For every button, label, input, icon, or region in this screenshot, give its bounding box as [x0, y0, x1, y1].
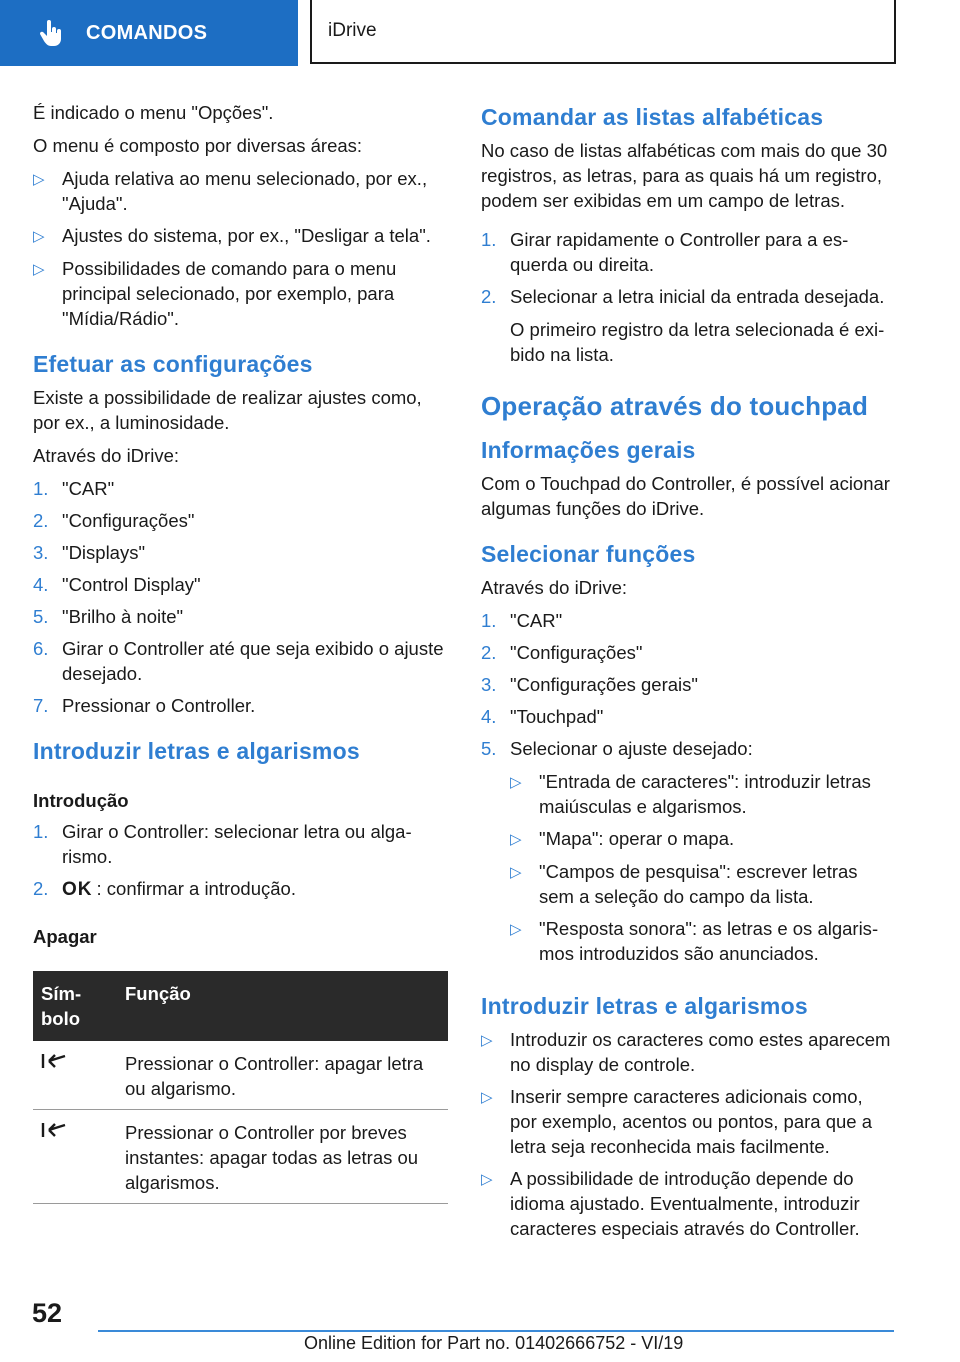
heading-intro: Introdução: [33, 790, 129, 811]
paragraph-areas: O menu é composto por diversas áreas:: [33, 135, 363, 156]
list-item: 1. "CAR": [33, 478, 115, 499]
chapter-title: iDrive: [328, 20, 377, 41]
heading-touchpad: Operação através do touchpad: [481, 391, 869, 421]
list-item: 6. Girar o Controller até que seja exibido o ajuste desejado.: [33, 638, 444, 684]
triangle-bullet-icon: ▷: [481, 1032, 493, 1049]
list-item: 4. "Touchpad": [481, 706, 604, 727]
list-item: 2. "Configurações": [481, 642, 643, 663]
triangle-bullet-icon: ▷: [510, 774, 522, 791]
column-header-symbol: Símbolo: [33, 971, 117, 1041]
triangle-bullet-icon: ▷: [510, 864, 522, 881]
list-item: 2. OK : confirmar a introdução.: [33, 878, 296, 900]
triangle-bullet-icon: ▷: [33, 228, 45, 245]
list-item: ▷ Possibilidades de comando para o menu principal selecionado, por exemplo, para "Mídia/Rádio".: [33, 258, 397, 329]
heading-letters-right: Introduzir letras e algarismos: [481, 993, 808, 1019]
list-item: 3. "Displays": [33, 542, 146, 563]
heading-letters: Introduzir letras e algarismos: [33, 738, 360, 764]
list-item: ▷ Inserir sempre caracteres adicionais como, por exemplo, acentos ou pontos, para que a letra seja reconhecida mais facilmente.: [481, 1086, 873, 1157]
chapter-tab: [310, 0, 896, 64]
areas-list: [33, 166, 448, 331]
paragraph-general: Com o Touchpad do Controller, é possível acionar algumas funções do iDrive.: [481, 473, 890, 519]
paragraph-via: Através do iDrive:: [33, 445, 179, 466]
ok-icon: OK: [62, 879, 93, 900]
list-item: ▷ Ajustes do sistema, por ex., "Desligar a tela".: [33, 223, 448, 249]
list-item: 5. Selecionar o ajuste desejado: ▷ "Entrada de caracteres": introduzir letras maiúsculas e algarismos. ▷ "Mapa": operar o mapa. ▷ "Campos de pesquisa": escrever letras sem a seleção do campo da lista. ▷ "Resposta sonora": as letras e os algarismos introduzidos são anunciados.: [481, 736, 894, 973]
triangle-bullet-icon: ▷: [510, 831, 522, 848]
list-item: 2. "Configurações": [33, 510, 195, 531]
table-row: Pressionar o Controller: apagar letra ou algarismo.: [33, 1041, 448, 1110]
heading-general: Informações gerais: [481, 437, 696, 463]
paragraph-via-right: Através do iDrive:: [481, 577, 627, 598]
footer-divider: [98, 1330, 894, 1332]
triangle-bullet-icon: ▷: [481, 1089, 493, 1106]
left-column: [33, 100, 448, 1204]
list-item: ▷ "Resposta sonora": as letras e os algarismos introduzidos são anunciados.: [510, 918, 879, 964]
select-steps: [481, 608, 894, 973]
letter-tips: [481, 1027, 894, 1241]
heading-lists: Comandar as listas alfabéticas: [481, 104, 824, 130]
symbol-table: [33, 971, 448, 1204]
list-item: 3. "Configurações gerais": [481, 674, 698, 695]
triangle-bullet-icon: ▷: [481, 1171, 493, 1188]
hand-pointer-icon: [36, 18, 66, 48]
list-item: ▷ A possibilidade de introdução depende do idioma ajustado. Eventualmente, introduzir caracteres especiais através do Controller.: [481, 1168, 860, 1239]
triangle-bullet-icon: ▷: [33, 171, 45, 188]
column-header-function: Função: [117, 971, 448, 1041]
section-tab: [0, 0, 298, 66]
list-item: ▷ Ajuda relativa ao menu selecionado, por ex., "Ajuda".: [33, 168, 428, 214]
heading-config: Efetuar as configurações: [33, 351, 313, 377]
list-item: 1. Girar rapidamente o Controller para a esquerda ou direita.: [481, 229, 849, 275]
heading-select: Selecionar funções: [481, 541, 696, 567]
page-number: 52: [32, 1298, 63, 1328]
heading-delete: Apagar: [33, 926, 97, 947]
list-item: 5. "Brilho à noite": [33, 606, 184, 627]
right-column: [481, 100, 894, 1249]
list-item: ▷ "Mapa": operar o mapa.: [510, 826, 894, 852]
config-steps: [33, 476, 448, 718]
list-item: 7. Pressionar o Controller.: [33, 695, 256, 716]
list-item: 4. "Control Display": [33, 574, 201, 595]
table-row: Pressionar o Controller por breves instantes: apagar todas as letras ou algarismos.: [33, 1110, 448, 1204]
paragraph-options: É indicado o menu "Opções".: [33, 102, 274, 123]
paragraph-lists: No caso de listas alfabéticas com mais do que 30 registros, as letras, para as quais há um registro, podem ser exibidas em um campo de letras.: [481, 140, 888, 211]
triangle-bullet-icon: ▷: [510, 921, 522, 938]
triangle-bullet-icon: ▷: [33, 261, 45, 278]
edition-note: Online Edition for Part no. 01402666752 - VI/19: [304, 1333, 684, 1353]
list-item: 1. "CAR": [481, 610, 563, 631]
list-item: ▷ "Entrada de caracteres": introduzir letras maiúsculas e algarismos.: [510, 771, 871, 817]
select-options: [510, 769, 894, 966]
list-steps: [481, 227, 894, 367]
section-title: COMANDOS: [86, 21, 208, 44]
paragraph-config: Existe a possibilidade de realizar ajustes como, por ex., a luminosidade.: [33, 387, 422, 433]
list-item: 1. Girar o Controller: selecionar letra ou algarismo.: [33, 821, 412, 867]
delete-back-arrow-icon: [41, 1053, 67, 1074]
list-item: 2. Selecionar a letra inicial da entrada desejada. O primeiro registro da letra selecionada é exibido na lista.: [481, 286, 885, 365]
list-item: ▷ "Campos de pesquisa": escrever letras sem a seleção do campo da lista.: [510, 861, 858, 907]
list-item: ▷ Introduzir os caracteres como estes aparecem no display de controle.: [481, 1029, 891, 1075]
table-header: [33, 971, 448, 1041]
intro-steps: [33, 819, 448, 902]
delete-back-arrow-icon: [41, 1122, 67, 1143]
